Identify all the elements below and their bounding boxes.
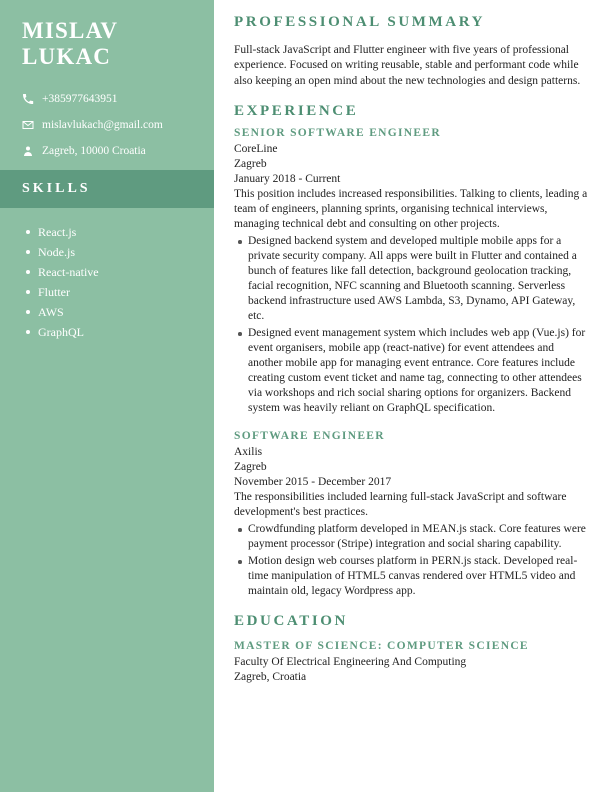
section-title-education: EDUCATION bbox=[234, 613, 348, 629]
person-icon bbox=[22, 145, 42, 157]
skills-list bbox=[0, 222, 214, 342]
candidate-name bbox=[0, 0, 214, 78]
list-item: React.js bbox=[38, 222, 214, 242]
name-line-first: MISLAV bbox=[22, 18, 119, 43]
contact-location bbox=[22, 144, 194, 158]
location-text: Zagreb, 10000 Croatia bbox=[42, 145, 146, 157]
education-degree: MASTER OF SCIENCE: COMPUTER SCIENCE bbox=[234, 640, 529, 652]
job-title: SENIOR SOFTWARE ENGINEER bbox=[234, 127, 441, 139]
job-bullets bbox=[234, 522, 590, 599]
list-item: AWS bbox=[38, 302, 214, 322]
list-item: Node.js bbox=[38, 242, 214, 262]
education-location: Zagreb, Croatia bbox=[234, 671, 307, 683]
job-title: SOFTWARE ENGINEER bbox=[234, 430, 385, 442]
list-item: Designed event management system which includes web app (Vue.js) for event organisers, mobile app (react-native) for event attendees and another mobile app for managing event entrance. Core features include creating custom event ticket and name tag, connecting to other attendees via workshops and rich social sharing options for organizers. Backend system was heavily reliant on GraphQL specification. bbox=[248, 326, 590, 416]
main-content bbox=[214, 0, 612, 792]
list-item: Motion design web courses platform in PERN.js stack. Developed real-time manipulation of HTML5 canvas rendered over HTML5 video and maintain old, legacy Wordpress app. bbox=[248, 554, 590, 599]
experience-entry bbox=[234, 430, 590, 599]
experience-entry bbox=[234, 127, 590, 416]
job-dates: January 2018 - Current bbox=[234, 173, 341, 185]
section-title-experience: EXPERIENCE bbox=[234, 103, 359, 119]
phone-icon bbox=[22, 93, 42, 105]
contact-email bbox=[22, 118, 194, 132]
list-item: Designed backend system and developed multiple mobile apps for a private security company. All apps were built in Flutter and contained a bunch of features like fall detection, background geolocation tracking, facial recognition, NFC scanning and Bluetooth scanning. Serverless backend infrastructure used AWS Lambda, S3, Dynamo, API Gateway, etc. bbox=[248, 234, 590, 324]
skills-heading: SKILLS bbox=[0, 170, 214, 208]
list-item: React-native bbox=[38, 262, 214, 282]
job-description: This position includes increased responsibilities. Talking to clients, leading a team of engineers, planning sprints, organising technical interviews, managing technical debt and consulting on other projects. bbox=[234, 188, 588, 230]
sidebar bbox=[0, 0, 214, 792]
job-company: Axilis bbox=[234, 446, 263, 458]
list-item: Flutter bbox=[38, 282, 214, 302]
list-item: Crowdfunding platform developed in MEAN.js stack. Core features were payment processor (Stripe) integration and social sharing capability. bbox=[248, 522, 590, 552]
spacer bbox=[234, 418, 590, 424]
education-school: Faculty Of Electrical Engineering And Computing bbox=[234, 656, 467, 668]
contact-list bbox=[0, 92, 214, 158]
education-entry bbox=[234, 640, 590, 685]
contact-phone bbox=[22, 92, 194, 106]
summary-text: Full-stack JavaScript and Flutter engineer with five years of professional experience. Focused on writing reusable, stable and performant code while also keeping an open mind about the new technologies and design patterns. bbox=[234, 43, 581, 87]
job-company: CoreLine bbox=[234, 143, 278, 155]
job-dates: November 2015 - December 2017 bbox=[234, 476, 392, 488]
job-location: Zagreb bbox=[234, 461, 267, 473]
job-bullets bbox=[234, 234, 590, 416]
job-location: Zagreb bbox=[234, 158, 267, 170]
job-description: The responsibilities included learning full-stack JavaScript and software development's best practices. bbox=[234, 491, 567, 518]
name-line-last: LUKAC bbox=[22, 44, 112, 69]
envelope-icon bbox=[22, 119, 42, 131]
email-text: mislavlukach@gmail.com bbox=[42, 119, 163, 131]
section-title-summary: PROFESSIONAL SUMMARY bbox=[234, 14, 486, 30]
list-item: GraphQL bbox=[38, 322, 214, 342]
phone-text: +385977643951 bbox=[42, 93, 118, 105]
